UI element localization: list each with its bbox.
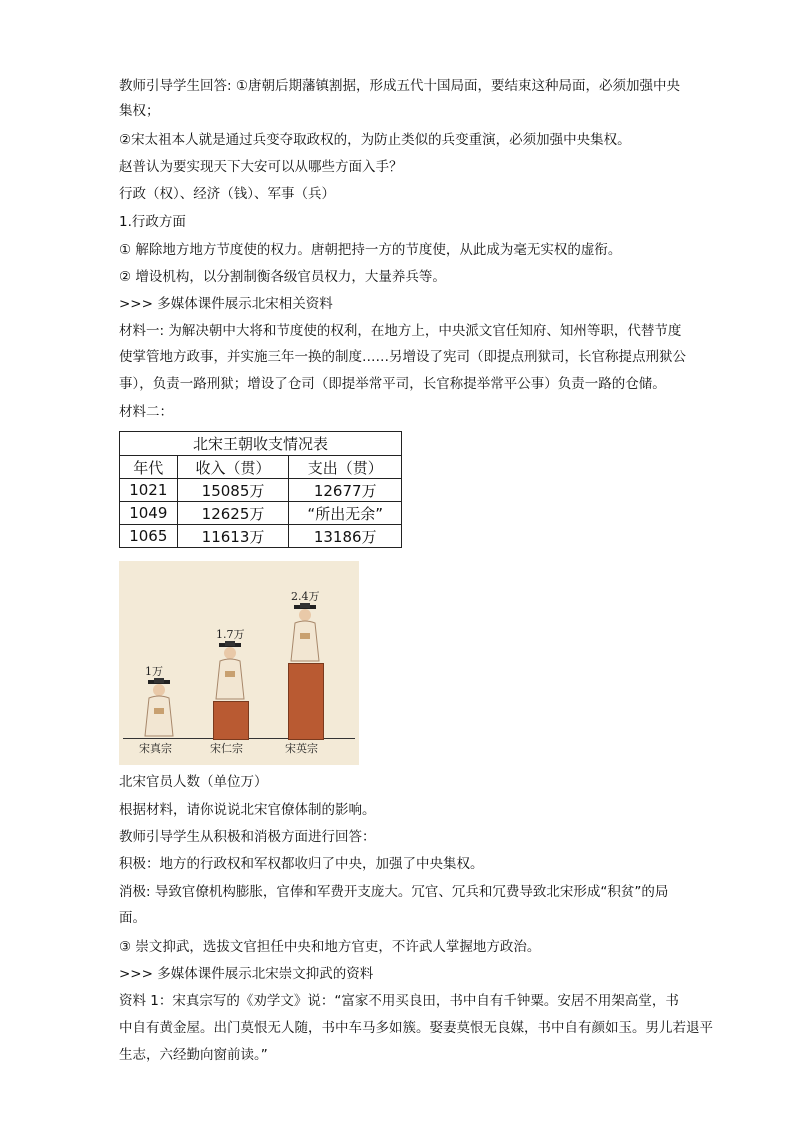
officials-chart [119,561,359,765]
line-0: 教师引导学生回答: ①唐朝后期藩镇割据，形成五代十国局面，要结束这种局面，必须加强中央 [119,78,680,94]
line-4: 行政（权）、经济（钱）、军事（兵） [119,186,335,202]
table-row [120,479,402,502]
table-header-cell: 年代 [120,456,178,479]
table-header-row [120,456,402,479]
table-cell: 11613万 [177,525,289,548]
line2-3: 积极：地方的行政权和军权都收归了中央，加强了中央集权。 [119,856,484,872]
line-7: ② 增设机构，以分割制衡各级官员权力，大量养兵等。 [119,269,446,285]
chart-bar [213,701,249,740]
table-cell: 1049 [120,502,178,525]
chart-category-label: 宋英宗 [285,742,318,755]
line-9: 材料一: 为解决朝中大将和节度使的权利，在地方上，中央派文官任知府、知州等职，代替节度 [119,323,682,339]
line2-6: ③ 崇文抑武，选拔文官担任中央和地方官吏，不许武人掌握地方政治。 [119,939,541,955]
line2-2: 教师引导学生从积极和消极方面进行回答： [119,829,376,845]
chart-bar [288,663,324,740]
line-6: ① 解除地方地方节度使的权力。唐朝把持一方的节度使，从此成为毫无实权的虚衔。 [119,242,622,258]
table-title: 北宋王朝收支情况表 [120,432,402,456]
line-11: 事），负责一路刑狱；增设了仓司（即提举常平司，长官称提举常平公事）负责一路的仓储。 [119,376,666,392]
line2-0: 北宋官员人数（单位万） [119,774,268,790]
line2-1: 根据材料，请你说说北宋官僚体制的影响。 [119,802,376,818]
chart-category-label: 宋真宗 [139,742,172,755]
line2-4: 消极: 导致官僚机构膨胀，官俸和军费开支庞大。冗官、冗兵和冗费导致北宋形成“积贫”的局 [119,884,669,900]
table-cell: “所出无余” [289,502,402,525]
table-cell: 12677万 [289,479,402,502]
line-5: 1.行政方面 [119,214,186,230]
line-3: 赵普认为要实现天下大安可以从哪些方面入手？ [119,159,403,175]
line2-7: >>> 多媒体课件展示北宋崇文抑武的资料 [119,966,374,982]
line-12: 材料二： [119,404,173,420]
line-2: ②宋太祖本人就是通过兵变夺取政权的，为防止类似的兵变重演，必须加强中央集权。 [119,132,631,148]
line-8: >>> 多媒体课件展示北宋相关资料 [119,296,333,312]
official-figure-icon [139,678,179,738]
official-figure-icon [285,603,325,663]
line2-5: 面。 [119,910,146,926]
table-header-cell: 收入（贯） [177,456,289,479]
chart-value-label: 2.4万 [291,590,320,604]
income-table [119,431,402,548]
table-row [120,525,402,548]
table-row [120,502,402,525]
table-cell: 1021 [120,479,178,502]
line2-8: 资料 1：宋真宗写的《劝学文》说：“富家不用买良田，书中自有千钟粟。安居不用架高堂，书 [119,993,679,1009]
line2-9: 中自有黄金屋。出门莫恨无人随，书中车马多如簇。娶妻莫恨无良媒，书中自有颜如玉。男儿若退平 [119,1020,713,1036]
table-cell: 13186万 [289,525,402,548]
table-cell: 1065 [120,525,178,548]
chart-value-label: 1万 [145,665,163,678]
line2-10: 生志，六经勤向窗前读。” [119,1047,268,1063]
chart-category-label: 宋仁宗 [210,742,243,755]
official-figure-icon [210,641,250,701]
table-cell: 12625万 [177,502,289,525]
table-header-cell: 支出（贯） [289,456,402,479]
chart-value-label: 1.7万 [216,627,245,641]
line-1: 集权； [119,103,160,119]
table-cell: 15085万 [177,479,289,502]
line-10: 使掌管地方政事，并实施三年一换的制度……另增设了宪司（即提点刑狱司，长官称提点刑狱公 [119,349,686,365]
